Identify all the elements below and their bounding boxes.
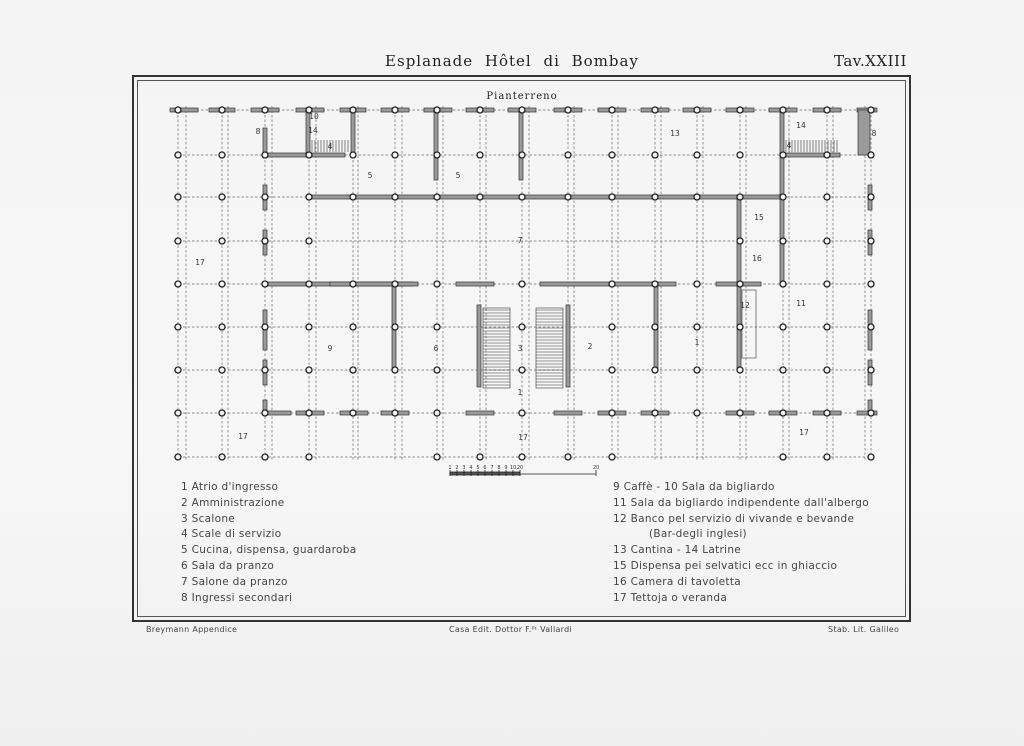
column [868, 194, 874, 200]
wall [477, 305, 481, 387]
column [824, 194, 830, 200]
column [780, 410, 786, 416]
room-number: 15 [754, 213, 764, 222]
column [392, 324, 398, 330]
legend-item: 11 Sala da bigliardo indipendente dall'albergo [613, 496, 869, 509]
footer-center: Casa Edit. Dottor F.ˡˡᶦ Vallardi [449, 625, 573, 634]
column [694, 194, 700, 200]
column [652, 194, 658, 200]
column [392, 194, 398, 200]
column [694, 324, 700, 330]
legend-right [613, 481, 869, 607]
wall [434, 110, 438, 180]
room-number: 3 [517, 344, 523, 353]
column [824, 454, 830, 460]
column [868, 152, 874, 158]
column [694, 410, 700, 416]
column [306, 367, 312, 373]
column [737, 152, 743, 158]
column [868, 367, 874, 373]
column [652, 107, 658, 113]
room-number: 17 [518, 433, 528, 442]
column [262, 238, 268, 244]
column [609, 410, 615, 416]
column [609, 454, 615, 460]
wall [351, 110, 355, 155]
column [392, 410, 398, 416]
column [392, 107, 398, 113]
column [434, 194, 440, 200]
column [519, 107, 525, 113]
column [652, 152, 658, 158]
room-number: 13 [670, 129, 680, 138]
room-number: 9 [327, 344, 333, 353]
room-number: 5 [367, 171, 373, 180]
column [434, 152, 440, 158]
column [737, 107, 743, 113]
legend-item: 5 Cucina, dispensa, guardaroba [181, 544, 357, 557]
wall [456, 282, 494, 286]
grand-staircase [312, 140, 837, 388]
legend-item: 2 Amministrazione [181, 496, 285, 509]
column [219, 324, 225, 330]
legend-item: 1 Atrio d'ingresso [181, 481, 279, 493]
column [737, 281, 743, 287]
column [262, 410, 268, 416]
column [824, 281, 830, 287]
column [780, 367, 786, 373]
column [519, 152, 525, 158]
column [652, 324, 658, 330]
legend-item: 12 Banco pel servizio di vivande e bevande [613, 512, 855, 525]
column [219, 454, 225, 460]
column [565, 194, 571, 200]
legend-item: 3 Scalone [181, 512, 236, 525]
wall [170, 108, 198, 112]
column [477, 152, 483, 158]
wall [858, 110, 870, 155]
column [519, 454, 525, 460]
column [780, 281, 786, 287]
column [350, 324, 356, 330]
column [609, 194, 615, 200]
room-number: 1 [694, 338, 700, 347]
column [306, 281, 312, 287]
column [175, 454, 181, 460]
column [609, 367, 615, 373]
room-number: 1 [517, 388, 523, 397]
scale-label: 10 [509, 465, 517, 471]
room-number: 11 [796, 299, 806, 308]
column [477, 454, 483, 460]
column [434, 107, 440, 113]
column [434, 454, 440, 460]
room-number: 7 [517, 236, 523, 245]
column [262, 281, 268, 287]
column [780, 324, 786, 330]
column [519, 367, 525, 373]
column [306, 194, 312, 200]
column [737, 410, 743, 416]
scale-label: 9 [504, 465, 508, 471]
column [477, 107, 483, 113]
column [737, 324, 743, 330]
column [868, 107, 874, 113]
column [175, 367, 181, 373]
legend-item: 8 Ingressi secondari [181, 591, 293, 604]
column [175, 324, 181, 330]
scale-label: 20 [592, 465, 600, 471]
column [262, 454, 268, 460]
column [434, 281, 440, 287]
column [350, 410, 356, 416]
column [519, 410, 525, 416]
column [609, 152, 615, 158]
column [565, 152, 571, 158]
column [392, 152, 398, 158]
column [868, 281, 874, 287]
column [434, 367, 440, 373]
scale-bar [448, 465, 599, 476]
legend-item: 4 Scale di servizio [181, 528, 282, 541]
room-number: 17 [799, 428, 809, 437]
legend-item: 7 Salone da pranzo [181, 575, 288, 588]
column [306, 324, 312, 330]
column [609, 107, 615, 113]
room-number: 10 [309, 112, 319, 121]
column [824, 367, 830, 373]
scale-label: 3 [462, 465, 466, 471]
scale-label: 5 [476, 465, 480, 471]
column [780, 238, 786, 244]
column [262, 152, 268, 158]
room-number: 14 [308, 126, 318, 135]
column [350, 367, 356, 373]
wall [554, 411, 582, 415]
column [652, 281, 658, 287]
column [392, 281, 398, 287]
scale-label: 2 [455, 465, 459, 471]
column [175, 152, 181, 158]
legend-item: 6 Sala da pranzo [181, 559, 275, 572]
column [306, 152, 312, 158]
column [868, 238, 874, 244]
column [262, 367, 268, 373]
wall [309, 195, 783, 199]
room-number: 6 [433, 344, 439, 353]
legend-item: 9 Caffè - 10 Sala da bigliardo [613, 481, 775, 493]
wall [330, 282, 418, 286]
column [565, 107, 571, 113]
column [824, 107, 830, 113]
column [306, 410, 312, 416]
column [434, 410, 440, 416]
scale-label: 1 [448, 465, 452, 471]
plate-title: Esplanade Hôtel di Bombay [385, 52, 639, 70]
column [519, 194, 525, 200]
legend-item: 13 Cantina - 14 Latrine [613, 544, 742, 557]
column [824, 152, 830, 158]
column [824, 238, 830, 244]
column [262, 324, 268, 330]
column [306, 238, 312, 244]
legend-item: (Bar-degli inglesi) [649, 528, 747, 541]
wall [519, 110, 523, 180]
column [737, 367, 743, 373]
column [609, 324, 615, 330]
wall [265, 153, 345, 157]
column [737, 238, 743, 244]
column [350, 107, 356, 113]
column [652, 410, 658, 416]
plan-title: Pianterreno [486, 91, 558, 102]
wall [466, 411, 494, 415]
room-number: 8 [871, 129, 877, 138]
column [175, 281, 181, 287]
room-number: 8 [255, 127, 261, 136]
column [434, 324, 440, 330]
room-number: 14 [796, 121, 806, 130]
room-number: 4 [786, 141, 792, 150]
column [519, 324, 525, 330]
column [175, 410, 181, 416]
column [694, 107, 700, 113]
room-number: 4 [327, 142, 333, 151]
plate-number: Tav.XXIII [834, 52, 907, 70]
column [609, 281, 615, 287]
column [219, 107, 225, 113]
room-number: 17 [238, 432, 248, 441]
column [306, 454, 312, 460]
footer-right: Stab. Lit. Galileo [828, 625, 900, 634]
column [824, 410, 830, 416]
column [350, 281, 356, 287]
room-number: 16 [752, 254, 762, 263]
scale-label: 8 [497, 465, 501, 471]
column [780, 107, 786, 113]
column [737, 194, 743, 200]
column [392, 367, 398, 373]
column [780, 152, 786, 158]
scale-label: 4 [469, 465, 473, 471]
column [175, 194, 181, 200]
column [219, 410, 225, 416]
column [262, 107, 268, 113]
legend-item: 15 Dispensa pei selvatici ecc in ghiaccio [613, 559, 838, 572]
column [219, 152, 225, 158]
column [219, 194, 225, 200]
column [350, 194, 356, 200]
legend-item: 17 Tettoja o veranda [613, 591, 728, 604]
column [477, 194, 483, 200]
column [262, 194, 268, 200]
column [219, 281, 225, 287]
scale-label: 20 [516, 465, 524, 471]
column [652, 367, 658, 373]
column [565, 454, 571, 460]
column [780, 194, 786, 200]
room-number: 17 [195, 258, 205, 267]
room-number: 12 [740, 301, 750, 310]
wall [566, 305, 570, 387]
column [694, 152, 700, 158]
column [868, 454, 874, 460]
column [519, 281, 525, 287]
column [350, 152, 356, 158]
column [868, 324, 874, 330]
legend-item: 16 Camera di tavoletta [613, 575, 741, 588]
scale-label: 7 [490, 465, 494, 471]
column [868, 410, 874, 416]
column [824, 324, 830, 330]
scale-label: 6 [483, 465, 487, 471]
footer-left: Breymann Appendice [146, 625, 238, 634]
room-labels [195, 112, 876, 442]
column [694, 281, 700, 287]
wall [780, 153, 840, 157]
column [175, 238, 181, 244]
column [694, 367, 700, 373]
legend-left [181, 481, 356, 607]
column [219, 238, 225, 244]
column [780, 454, 786, 460]
room-number: 5 [455, 171, 461, 180]
column [175, 107, 181, 113]
column [219, 367, 225, 373]
room-number: 2 [587, 342, 593, 351]
